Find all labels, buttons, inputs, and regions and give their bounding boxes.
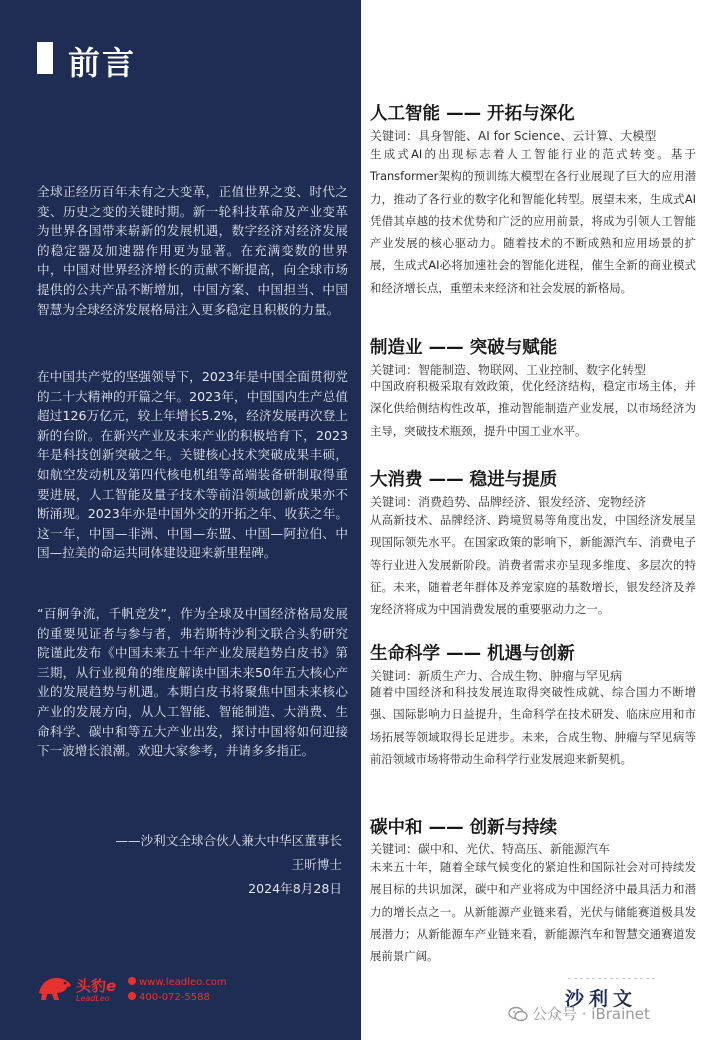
logo-phone: 400-072-5588: [128, 992, 210, 1003]
section-title-life-science: 生命科学 —— 机遇与创新: [370, 644, 575, 664]
section-keywords-consumption: 关键词：消费趋势、品牌经济、银发经济、宠物经济: [370, 495, 647, 509]
logo-name: 头豹e: [76, 977, 117, 995]
section-keywords-life-science: 关键词：新质生产力、合成生物、肿瘤与罕见病: [370, 669, 623, 683]
page-title: 前言: [68, 44, 137, 82]
section-title-consumption: 大消费 —— 稳进与提质: [370, 470, 558, 490]
heading-bar: [37, 42, 53, 74]
logo-website: www.leadleo.com: [128, 977, 227, 988]
brand-divider: [568, 978, 658, 979]
preface-paragraph-2: 在中国共产党的坚强领导下，2023年是中国全面贯彻党的二十大精神的开篇之年。2023年，中国国内生产总值超过126万亿元，较上年增长5.2%，经济发展再次登上新的台阶。在新兴产业及未来产业的积极培育下，2023年是科技创新突破之年。关键核心技术突破成果丰硕，如航空发动机及第四代核电机组等高端装备研制取得重要进展，人工智能及量子技术等前沿领域创新成果亦不断涌现。2023年亦是中国外交的开拓之年、收获之年。这一年，中国—非洲、中国—东盟、中国—阿拉伯、中国—拉美的命运共同体建设迎来新里程碑。: [37, 369, 348, 561]
section-title-ai: 人工智能 —— 开拓与深化: [370, 104, 575, 124]
section-body-consumption: 从高新技术、品牌经济、跨境贸易等角度出发，中国经济发展呈现国际领先水平。在国家政策的影响下，新能源汽车、消费电子等行业进入发展新阶段。消费者需求亦呈现多维度、多层次的特征。未来，随着老年群体及养宠家庭的基数增长，银发经济及养宠经济将成为中国消费发展的重要驱动力之一。: [370, 513, 696, 617]
signature-date: 2024年8月28日: [248, 881, 342, 896]
section-body-life-science: 随着中国经济和科技发展连取得突破性成就、综合国力不断增强、国际影响力日益提升，生命科学在技术研发、临床应用和市场拓展等领域取得长足进步。未来，合成生物、肿瘤与罕见病等前沿领域市场将带动生命科学行业发展迎来新契机。: [370, 685, 696, 766]
section-keywords-carbon-neutral: 关键词：碳中和、光伏、特高压、新能源汽车: [370, 842, 611, 856]
section-body-carbon-neutral: 未来五十年，随着全球气候变化的紧迫性和国际社会对可持续发展目标的共识加深，碳中和产业将成为中国经济中最具活力和潜力的增长点之一。从新能源产业链来看，光伏与储能赛道极具发展潜力；从新能源车产业链来看，新能源汽车和智慧交通赛道发展前景广阔。: [370, 860, 696, 964]
section-keywords-manufacturing: 关键词：智能制造、物联网、工业控制、数字化转型: [370, 363, 647, 377]
wechat-icon: [508, 1006, 528, 1022]
brand-logo: 沙利文: [565, 988, 638, 1010]
section-title-manufacturing: 制造业 —— 突破与赋能: [370, 338, 558, 358]
section-body-ai: 生成式AI的出现标志着人工智能行业的范式转变。基于Transformer架构的预训练大模型在各行业展现了巨大的应用潜力，推动了各行业的数字化和智能化转型。展望未来，生成式AI凭借其卓越的技术优势和广泛的应用前景，将成为引领人工智能产业发展的核心驱动力。随着技术的不断成熟和应用场景的扩展，生成式AI必将加速社会的智能化进程，催生全新的商业模式和经济增长点，重塑未来经济和社会发展的新格局。: [370, 147, 696, 295]
preface-paragraph-1: 全球正经历百年未有之大变革，正值世界之变、时代之变、历史之变的关键时期。新一轮科技革命及产业变革为世界各国带来崭新的发展机遇，数字经济对经济发展的稳定器及加速器作用更为显著。在充满变数的世界中，中国对世界经济增长的贡献不断提高，向全球市场提供的公共产品不断增加，中国方案、中国担当、中国智慧为全球经济发展格局注入更多稳定且积极的力量。: [37, 184, 348, 317]
signature-title: ——沙利文全球合伙人兼大中华区董事长: [115, 833, 342, 848]
signature-name: 王昕博士: [291, 857, 342, 872]
logo-name-en: LeadLeo: [76, 994, 110, 1003]
globe-icon: [128, 977, 136, 985]
preface-paragraph-3: “百舸争流，千帆竞发”，作为全球及中国经济格局发展的重要见证者与参与者，弗若斯特沙利文联合头豹研究院谨此发布《中国未来五十年产业发展趋势白皮书》第三期，从行业视角的维度解读中国未来50年五大核心产业的发展趋势与机遇。本期白皮书将聚焦中国未来核心产业的发展方向，从人工智能、智能制造、大消费、生命科学、碳中和等五大产业出发，探讨中国将如何迎接下一波增长浪潮。欢迎大家参考，并请多多指正。: [37, 606, 348, 759]
section-title-carbon-neutral: 碳中和 —— 创新与持续: [370, 818, 558, 838]
section-keywords-ai: 关键词：具身智能、AI for Science、云计算、大模型: [370, 129, 657, 143]
watermark: 公众号 · iBrainet: [508, 1003, 650, 1024]
phone-icon: [128, 992, 136, 1000]
section-body-manufacturing: 中国政府积极采取有效政策，优化经济结构，稳定市场主体，并深化供给侧结构性改革，推动智能制造产业发展，以市场经济为主导，突破技术瓶颈，提升中国工业水平。: [370, 379, 696, 438]
leopard-logo-icon: [37, 973, 73, 1003]
